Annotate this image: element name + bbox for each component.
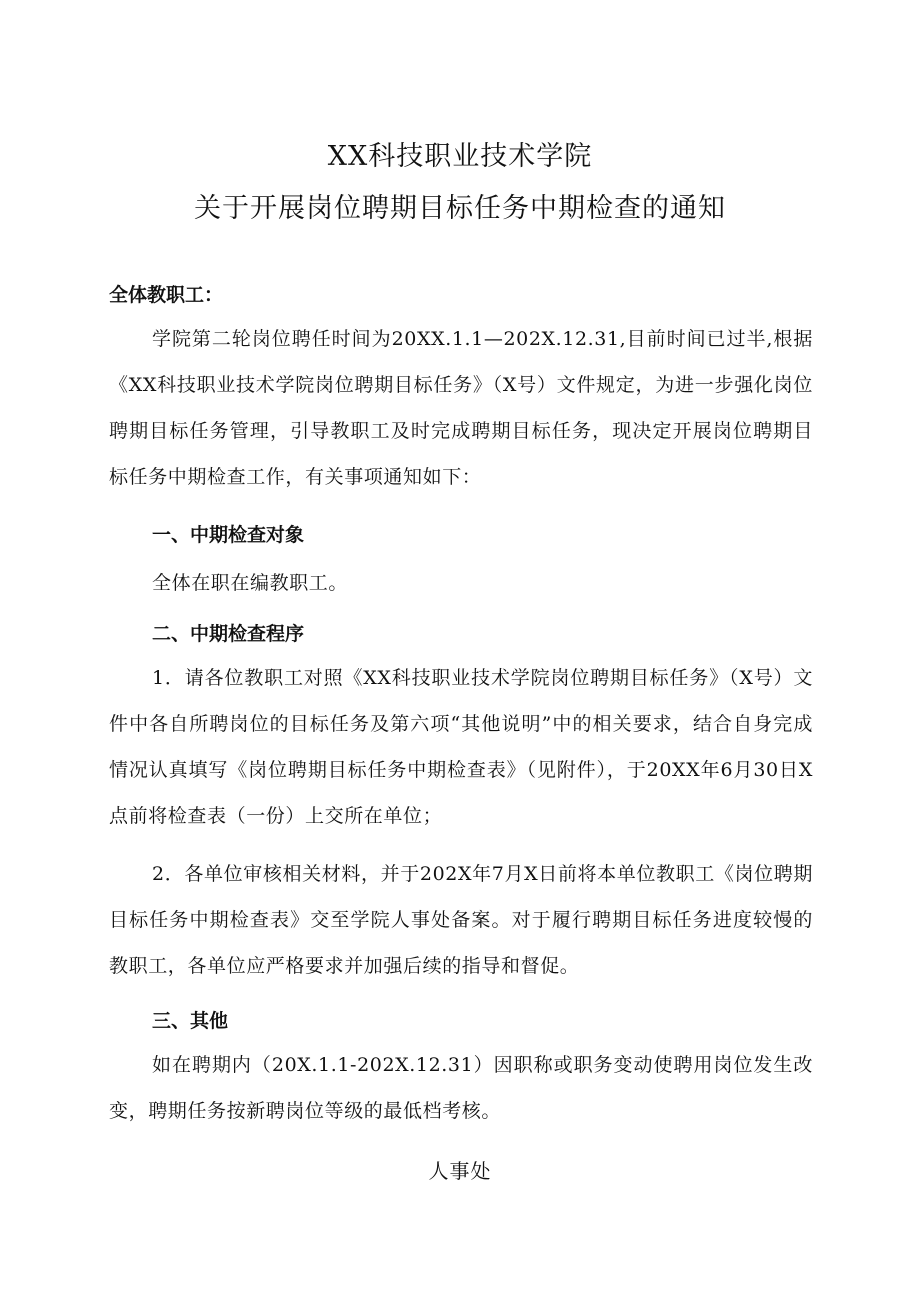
section1-heading: 一、中期检查对象	[152, 524, 305, 546]
institution-title: XX科技职业技术学院	[327, 141, 593, 172]
salutation: 全体教职工：	[109, 284, 224, 306]
section2-heading: 二、中期检查程序	[152, 623, 305, 645]
section3-text: 如在聘期内（20X.1.1-202X.12.31）因职称或职务变动使聘用岗位发生改变，聘期任务按新聘岗位等级的最低档考核。	[109, 1054, 813, 1122]
section3-heading: 三、其他	[152, 1010, 229, 1032]
section1-text: 全体在职在编教职工。	[152, 572, 349, 594]
intro-paragraph: 学院第二轮岗位聘任时间为20XX.1.1—202X.12.31,目前时间已过半,根据《XX科技职业技术学院岗位聘期目标任务》（X号）文件规定，为进一步强化岗位聘期目标任务管理，引导教职工及时完成聘期目标任务，现决定开展岗位聘期目标任务中期检查工作，有关事项通知如下：	[109, 328, 813, 488]
section2-item2: 2．各单位审核相关材料，并于202X年7月X日前将本单位教职工《岗位聘期目标任务中期检查表》交至学院人事处备案。对于履行聘期目标任务进度较慢的教职工，各单位应严格要求并加强后续的指导和督促。	[109, 863, 813, 977]
notice-title: 关于开展岗位聘期目标任务中期检查的通知	[194, 193, 726, 224]
section2-item1: 1．请各位教职工对照《XX科技职业技术学院岗位聘期目标任务》（X号）文件中各自所聘岗位的目标任务及第六项“其他说明”中的相关要求，结合自身完成情况认真填写《岗位聘期目标任务中期检查表》（见附件），于20XX年6月30日X点前将检查表（一份）上交所在单位；	[109, 667, 813, 827]
signature: 人事处	[428, 1159, 492, 1183]
